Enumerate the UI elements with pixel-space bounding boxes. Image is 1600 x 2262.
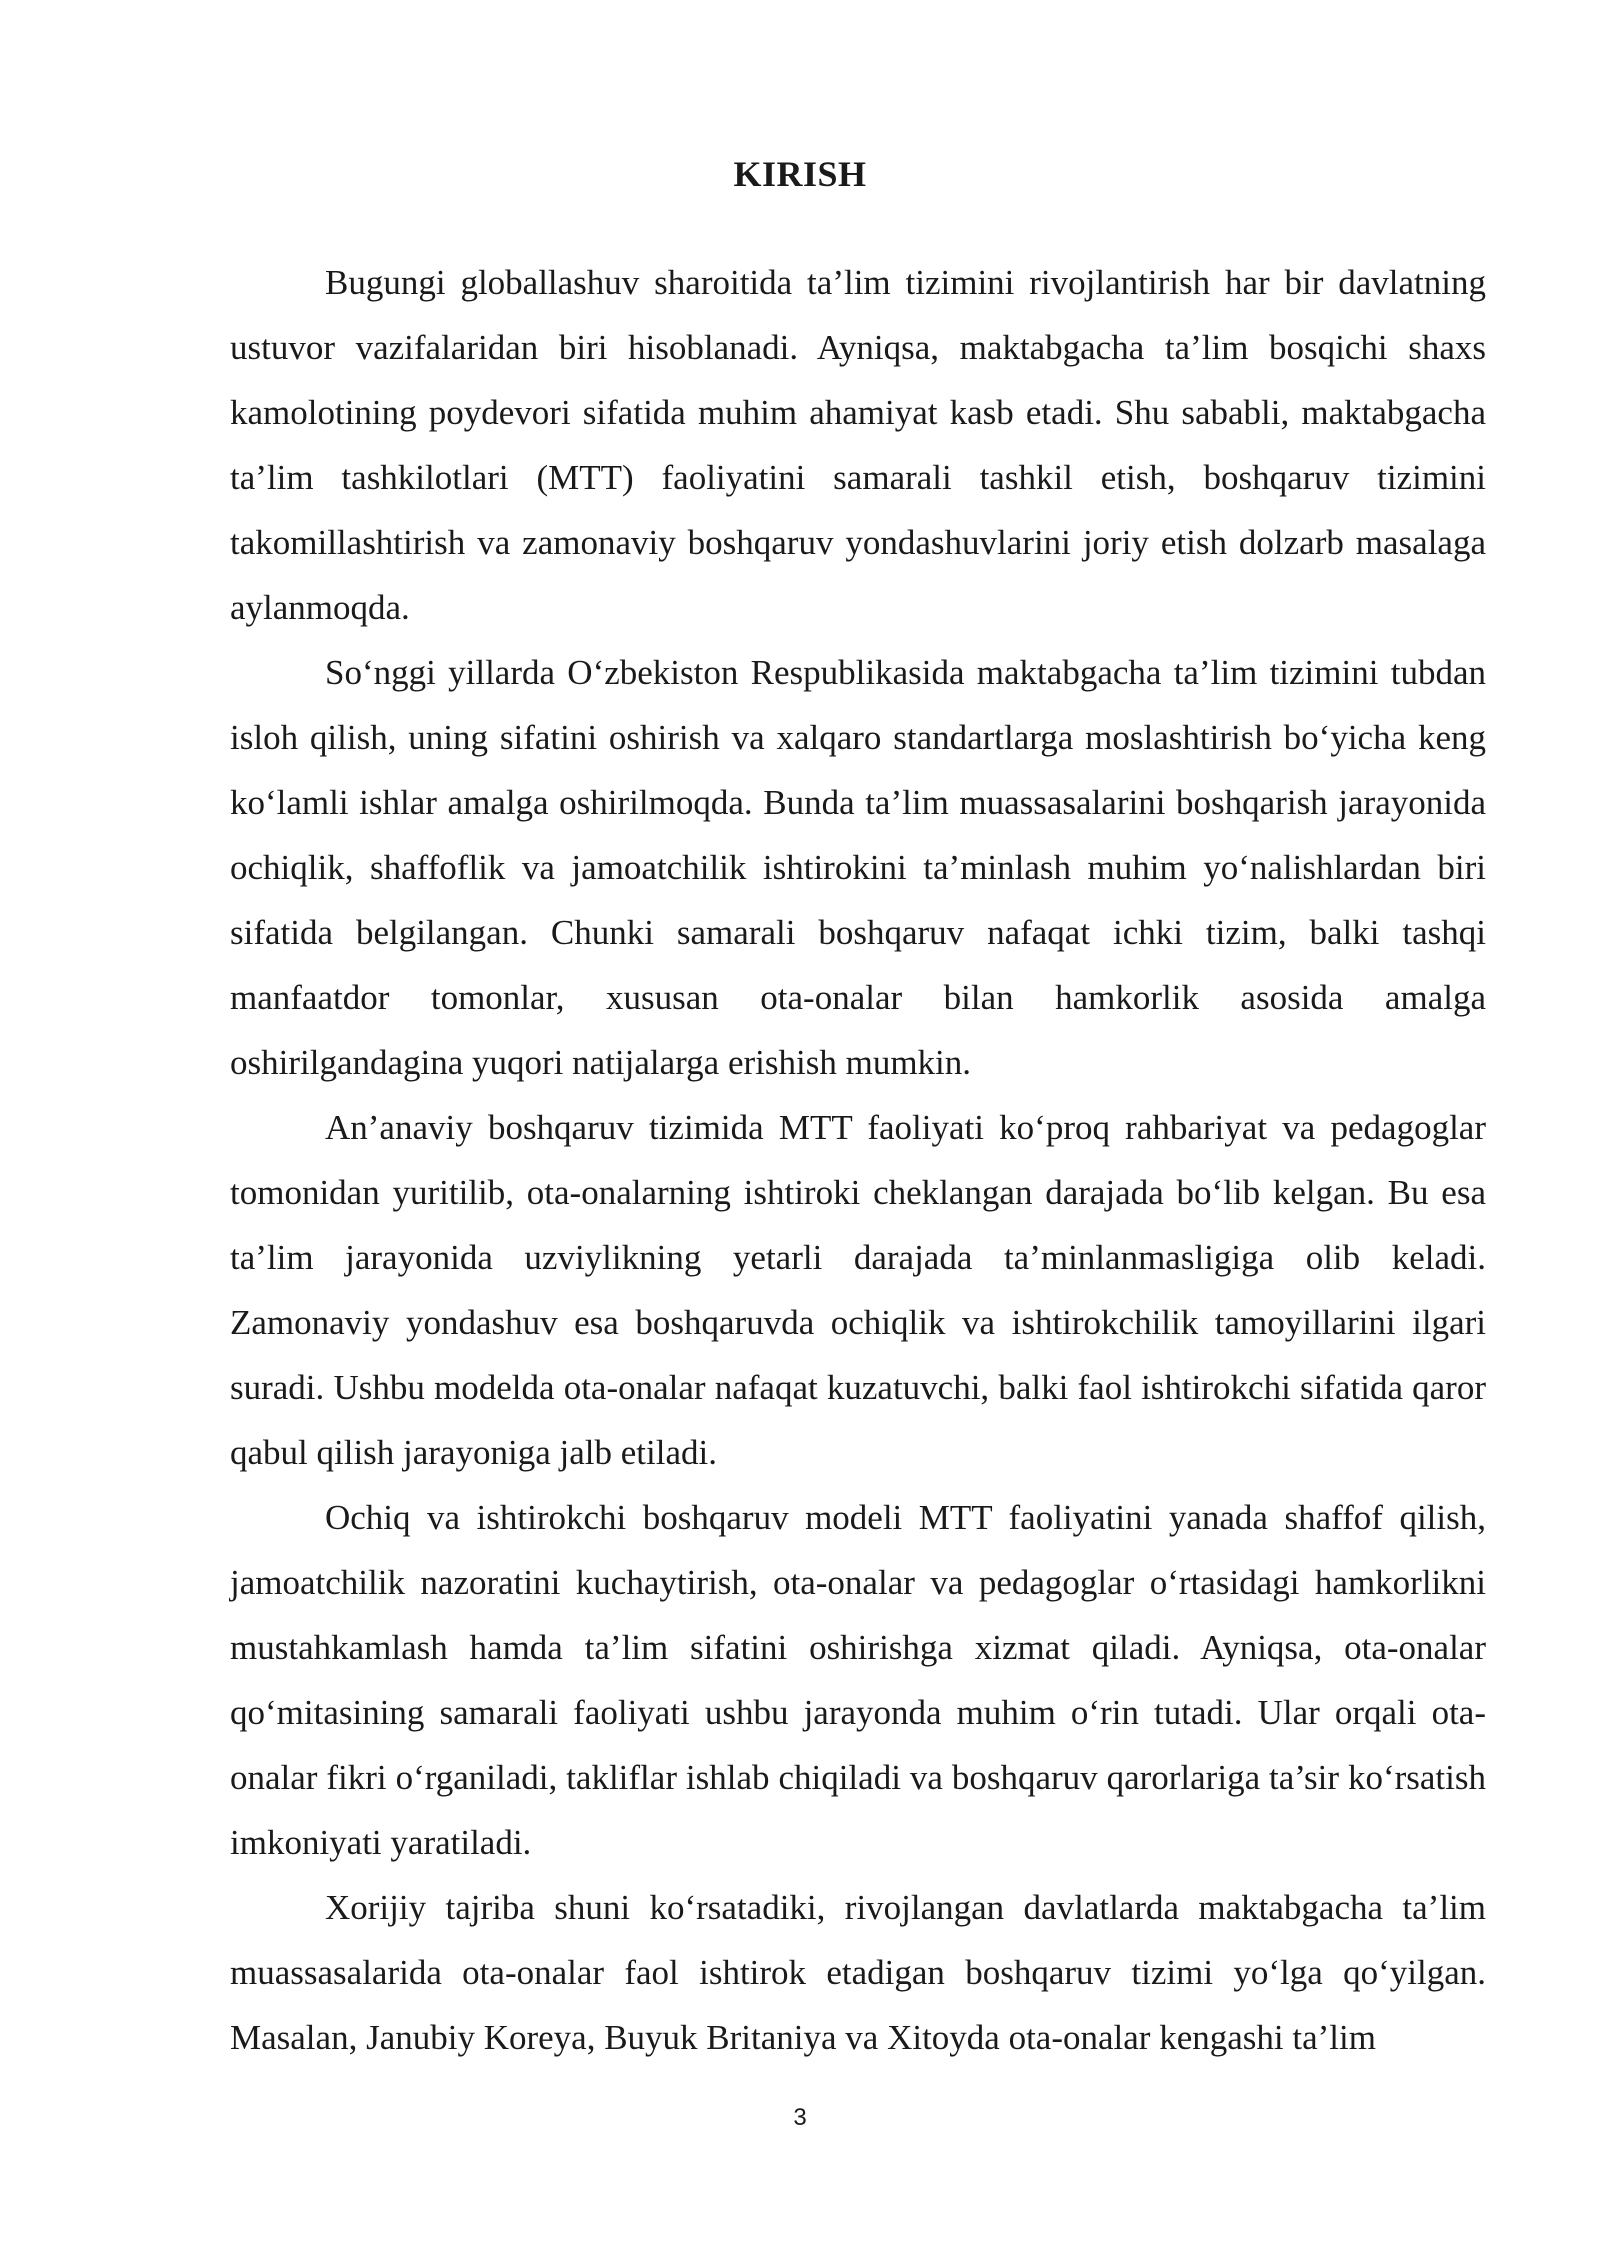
document-body xyxy=(230,250,1486,2070)
paragraph-5: Xorijiy tajriba shuni ko‘rsatadiki, rivojlangan davlatlarda maktabgacha ta’lim muassasalarida ota-onalar faol ishtirok etadigan boshqaruv tizimi yo‘lga qo‘yilgan. Masalan, Janubiy Koreya, Buyuk Britaniya va Xitoyda ota-onalar kengashi ta’lim xyxy=(230,1888,1486,2057)
paragraph-4: Ochiq va ishtirokchi boshqaruv modeli MTT faoliyatini yanada shaffof qilish, jamoatchilik nazoratini kuchaytirish, ota-onalar va pedagoglar o‘rtasidagi hamkorlikni mustahkamlash hamda ta’lim sifatini oshirishga xizmat qiladi. Ayniqsa, ota-onalar qo‘mitasining samarali faoliyati ushbu jarayonda muhim o‘rin tutadi. Ular orqali ota-onalar fikri o‘rganiladi, takliflar ishlab chiqiladi va boshqaruv qarorlariga ta’sir ko‘rsatish imkoniyati yaratiladi. xyxy=(230,1498,1486,1862)
paragraph-1: Bugungi globallashuv sharoitida ta’lim tizimini rivojlantirish har bir davlatning ustuvor vazifalaridan biri hisoblanadi. Ayniqsa, maktabgacha ta’lim bosqichi shaxs kamolotining poydevori sifatida muhim ahamiyat kasb etadi. Shu sababli, maktabgacha ta’lim tashkilotlari (MTT) faoliyatini samarali tashkil etish, boshqaruv tizimini takomillashtirish va zamonaviy boshqaruv yondashuvlarini joriy etish dolzarb masalaga aylanmoqda. xyxy=(230,263,1486,627)
page-number: 3 xyxy=(793,2104,807,2131)
paragraph-2: So‘nggi yillarda O‘zbekiston Respublikasida maktabgacha ta’lim tizimini tubdan isloh qilish, uning sifatini oshirish va xalqaro standartlarga moslashtirish bo‘yicha keng ko‘lamli ishlar amalga oshirilmoqda. Bunda ta’lim muassasalarini boshqarish jarayonida ochiqlik, shaffoflik va jamoatchilik ishtirokini ta’minlash muhim yo‘nalishlardan biri sifatida belgilangan. Chunki samarali boshqaruv nafaqat ichki tizim, balki tashqi manfaatdor tomonlar, xususan ota-onalar bilan hamkorlik asosida amalga oshirilgandagina yuqori natijalarga erishish mumkin. xyxy=(230,653,1486,1082)
paragraph-3: An’anaviy boshqaruv tizimida MTT faoliyati ko‘proq rahbariyat va pedagoglar tomonidan yuritilib, ota-onalarning ishtiroki cheklangan darajada bo‘lib kelgan. Bu esa ta’lim jarayonida uzviylikning yetarli darajada ta’minlanmasligiga olib keladi. Zamonaviy yondashuv esa boshqaruvda ochiqlik va ishtirokchilik tamoyillarini ilgari suradi. Ushbu modelda ota-onalar nafaqat kuzatuvchi, balki faol ishtirokchi sifatida qaror qabul qilish jarayoniga jalb etiladi. xyxy=(230,1108,1486,1472)
section-title: KIRISH xyxy=(733,154,867,194)
